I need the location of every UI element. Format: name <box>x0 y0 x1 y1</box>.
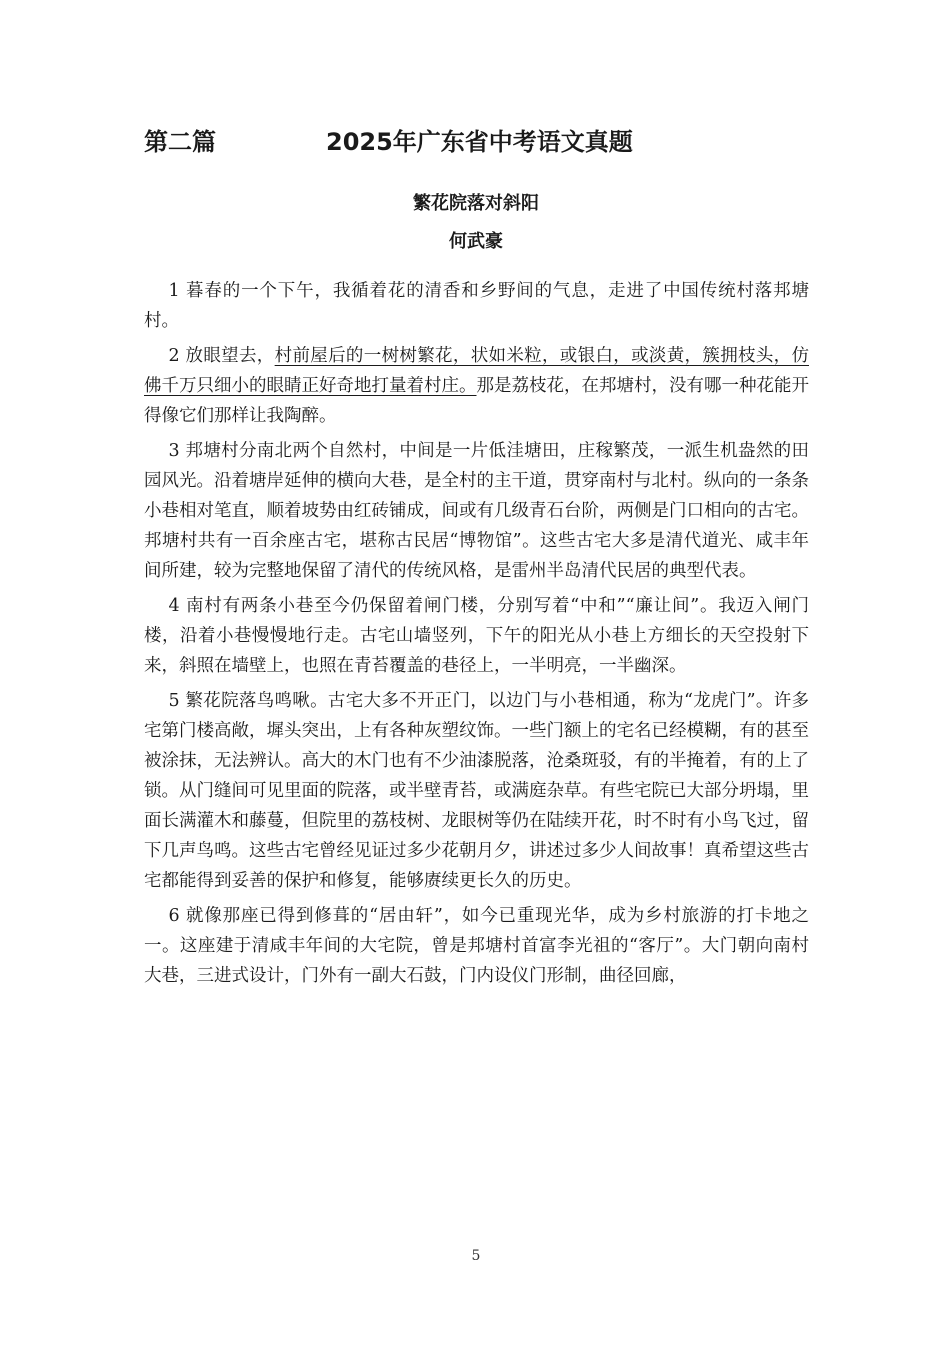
part-title: 2025年广东省中考语文真题 <box>326 128 633 156</box>
paragraph-3: 3 邦塘村分南北两个自然村，中间是一片低洼塘田，庄稼繁茂，一派生机盎然的田园风光。沿着塘岸延伸的横向大巷，是全村的主干道，贯穿南村与北村。纵向的一条条小巷相对笔直，顺着坡势由红砖铺成，间或有几级青石台阶，两侧是门口相向的古宅。邦塘村共有一百余座古宅，堪称古民居“博物馆”。这些古宅大多是清代道光、咸丰年间所建，较为完整地保留了清代的传统风格，是雷州半岛清代民居的典型代表。 <box>144 441 809 581</box>
page-number: 5 <box>471 1248 481 1264</box>
article-title: 繁花院落对斜阳 <box>413 193 539 214</box>
part-header <box>144 120 844 164</box>
paragraph-1: 1 暮春的一个下午，我循着花的清香和乡野间的气息，走进了中国传统村落邦塘村。 <box>144 281 809 331</box>
paragraph-2-lead: 2 放眼望去， <box>168 346 275 366</box>
paragraph-2-rest: 那是荔枝花，在邦塘村，没有哪一种花能开得像它们那样让我陶醉。 <box>144 376 809 426</box>
underlined-sentence: 村前屋后的一树树繁花，状如米粒，或银白，或淡黄，簇拥枝头，仿佛千万只细小的眼睛正好奇地打量着村庄。 <box>144 346 809 396</box>
paragraph-5: 5 繁花院落鸟鸣啾。古宅大多不开正门，以边门与小巷相通，称为“龙虎门”。许多宅第门楼高敞，墀头突出，上有各种灰塑纹饰。一些门额上的宅名已经模糊，有的甚至被涂抹，无法辨认。高大的木门也有不少油漆脱落，沧桑斑驳，有的半掩着，有的上了锁。从门缝间可见里面的院落，或半壁青苔，或满庭杂草。有些宅院已大部分坍塌，里面长满灌木和藤蔓，但院里的荔枝树、龙眼树等仍在陆续开花，时不时有小鸟飞过，留下几声鸟鸣。这些古宅曾经见证过多少花朝月夕，讲述过多少人间故事！真希望这些古宅都能得到妥善的保护和修复，能够赓续更长久的历史。 <box>144 691 809 891</box>
paragraph-6: 6 就像那座已得到修葺的“居由轩”，如今已重现光华，成为乡村旅游的打卡地之一。这座建于清咸丰年间的大宅院，曾是邦塘村首富李光祖的“客厅”。大门朝向南村大巷，三进式设计，门外有一副大石鼓，门内设仪门形制，曲径回廊， <box>144 906 809 986</box>
article-body <box>144 276 809 996</box>
paragraph-2 <box>144 341 809 431</box>
part-label: 第二篇 <box>144 128 216 156</box>
article-author: 何武豪 <box>449 231 503 252</box>
paragraph-4: 4 南村有两条小巷至今仍保留着闸门楼，分别写着“中和”“廉让间”。我迈入闸门楼，沿着小巷慢慢地行走。古宅山墙竖列，下午的阳光从小巷上方细长的天空投射下来，斜照在墙壁上，也照在青苔覆盖的巷径上，一半明亮，一半幽深。 <box>144 596 809 676</box>
